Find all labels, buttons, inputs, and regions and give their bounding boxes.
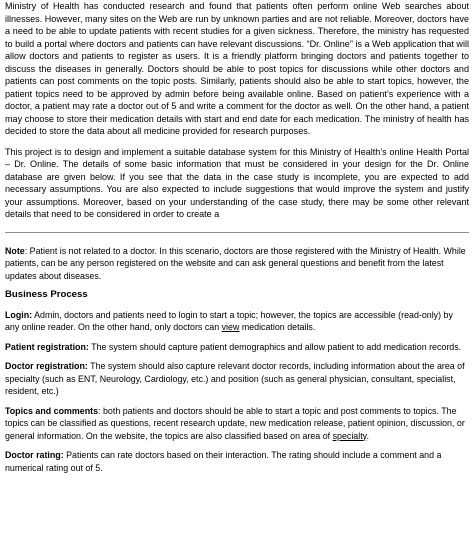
doctor-registration-paragraph bbox=[5, 360, 469, 398]
topics-comments-label: Topics and comments bbox=[5, 405, 99, 416]
document-page bbox=[5, 0, 469, 481]
login-view-underlined: view bbox=[221, 322, 240, 332]
topics-specialty-underlined: specialty bbox=[332, 430, 367, 441]
doctor-rating-label: Doctor rating: bbox=[5, 450, 64, 460]
topics-comments-text-after: . bbox=[366, 430, 369, 441]
intro-paragraph-1: Ministry of Health has conducted research and found that patients often perform online Web searches about illnesses. However, many sites on the Web are run by unknown parties and are not reliable. Moreover, doctors have a need to be able to update patients with recent studies for a given sickness. Therefore, the ministry has requested to build a portal where doctors and patients can have relevant discussions. “Dr. Online” is a Web application that will allow doctors and patients to register as users. It is a friendly platform bringing doctors and patients together to discuss the diseases in generally. Doctors should be able to post topics for discussions while other doctors and patients can post comments on the topic posts. Similarly, patients should also be able to start topics, however, the patient topics need to be approved by admin before being available online. Based on patient’s experience with a doctor, a patient may rate a doctor out of 5 and write a comment for the doctor as well. On the other hand, a patient may choose to store their medication details with start and end date for each medication. The ministry of health has decided to store the data about all medicine provided for research purposes. bbox=[5, 1, 469, 136]
note-paragraph bbox=[5, 245, 469, 283]
doctor-rating-paragraph bbox=[5, 449, 469, 474]
topics-comments-paragraph bbox=[5, 405, 469, 443]
business-process-heading: Business Process bbox=[5, 289, 88, 300]
doctor-registration-label: Doctor registration: bbox=[5, 361, 88, 371]
doctor-rating-text: Patients can rate doctors based on their interaction. The rating should include a comment and a numerical rating out of 5. bbox=[5, 450, 442, 473]
patient-registration-text: The system should capture patient demographics and allow patient to add medication records. bbox=[88, 341, 462, 352]
intro-paragraph-2: This project is to design and implement a suitable database system for this Ministry of Health’s online Health Portal – Dr. Online. The details of some basic information that must be considered in your design for the Dr. Online database are given below. If you see that the data in the case study is incomplete, you are expected to add necessary assumptions. You are also expected to include suggestions that would improve the system and justify your assumptions. Moreover, based on your understanding of the case study, there may be some other relevant details that need to be considered in order to create a bbox=[5, 146, 469, 219]
note-text: : Patient is not related to a doctor. In this scenario, doctors are those registered with the Ministry of Health. While patients, can be any person registered on the website and can ask general questions and benefit from the latest updates about diseases. bbox=[5, 245, 466, 281]
requirements-section bbox=[5, 245, 469, 475]
patient-registration-label: Patient registration: bbox=[5, 341, 89, 352]
login-text-before: Admin, doctors and patients need to login to start a topic; however, the topics are accessible (read-only) by any online reader. On the other hand, only doctors can bbox=[5, 309, 453, 332]
doctor-registration-text: The system should also capture relevant doctor records, including information about the area of specialty (such as ENT, Neurology, Cardiology, etc.) and position (such as general physician, consultant, specialist, resident, etc.) bbox=[5, 361, 465, 396]
patient-registration-paragraph bbox=[5, 341, 469, 354]
note-label: Note bbox=[5, 245, 25, 256]
login-text-after: medication details. bbox=[239, 322, 316, 332]
topics-comments-text-before: : both patients and doctors should be able to start a topic and post comments to topics. The topics can be classified as questions, recent research update, new medication release, patient opinion, discussion, or general information. On the website, the topics are also classified based on area of bbox=[5, 405, 465, 441]
section-divider bbox=[5, 232, 469, 233]
login-paragraph bbox=[5, 309, 469, 334]
login-label: Login: bbox=[5, 309, 33, 320]
